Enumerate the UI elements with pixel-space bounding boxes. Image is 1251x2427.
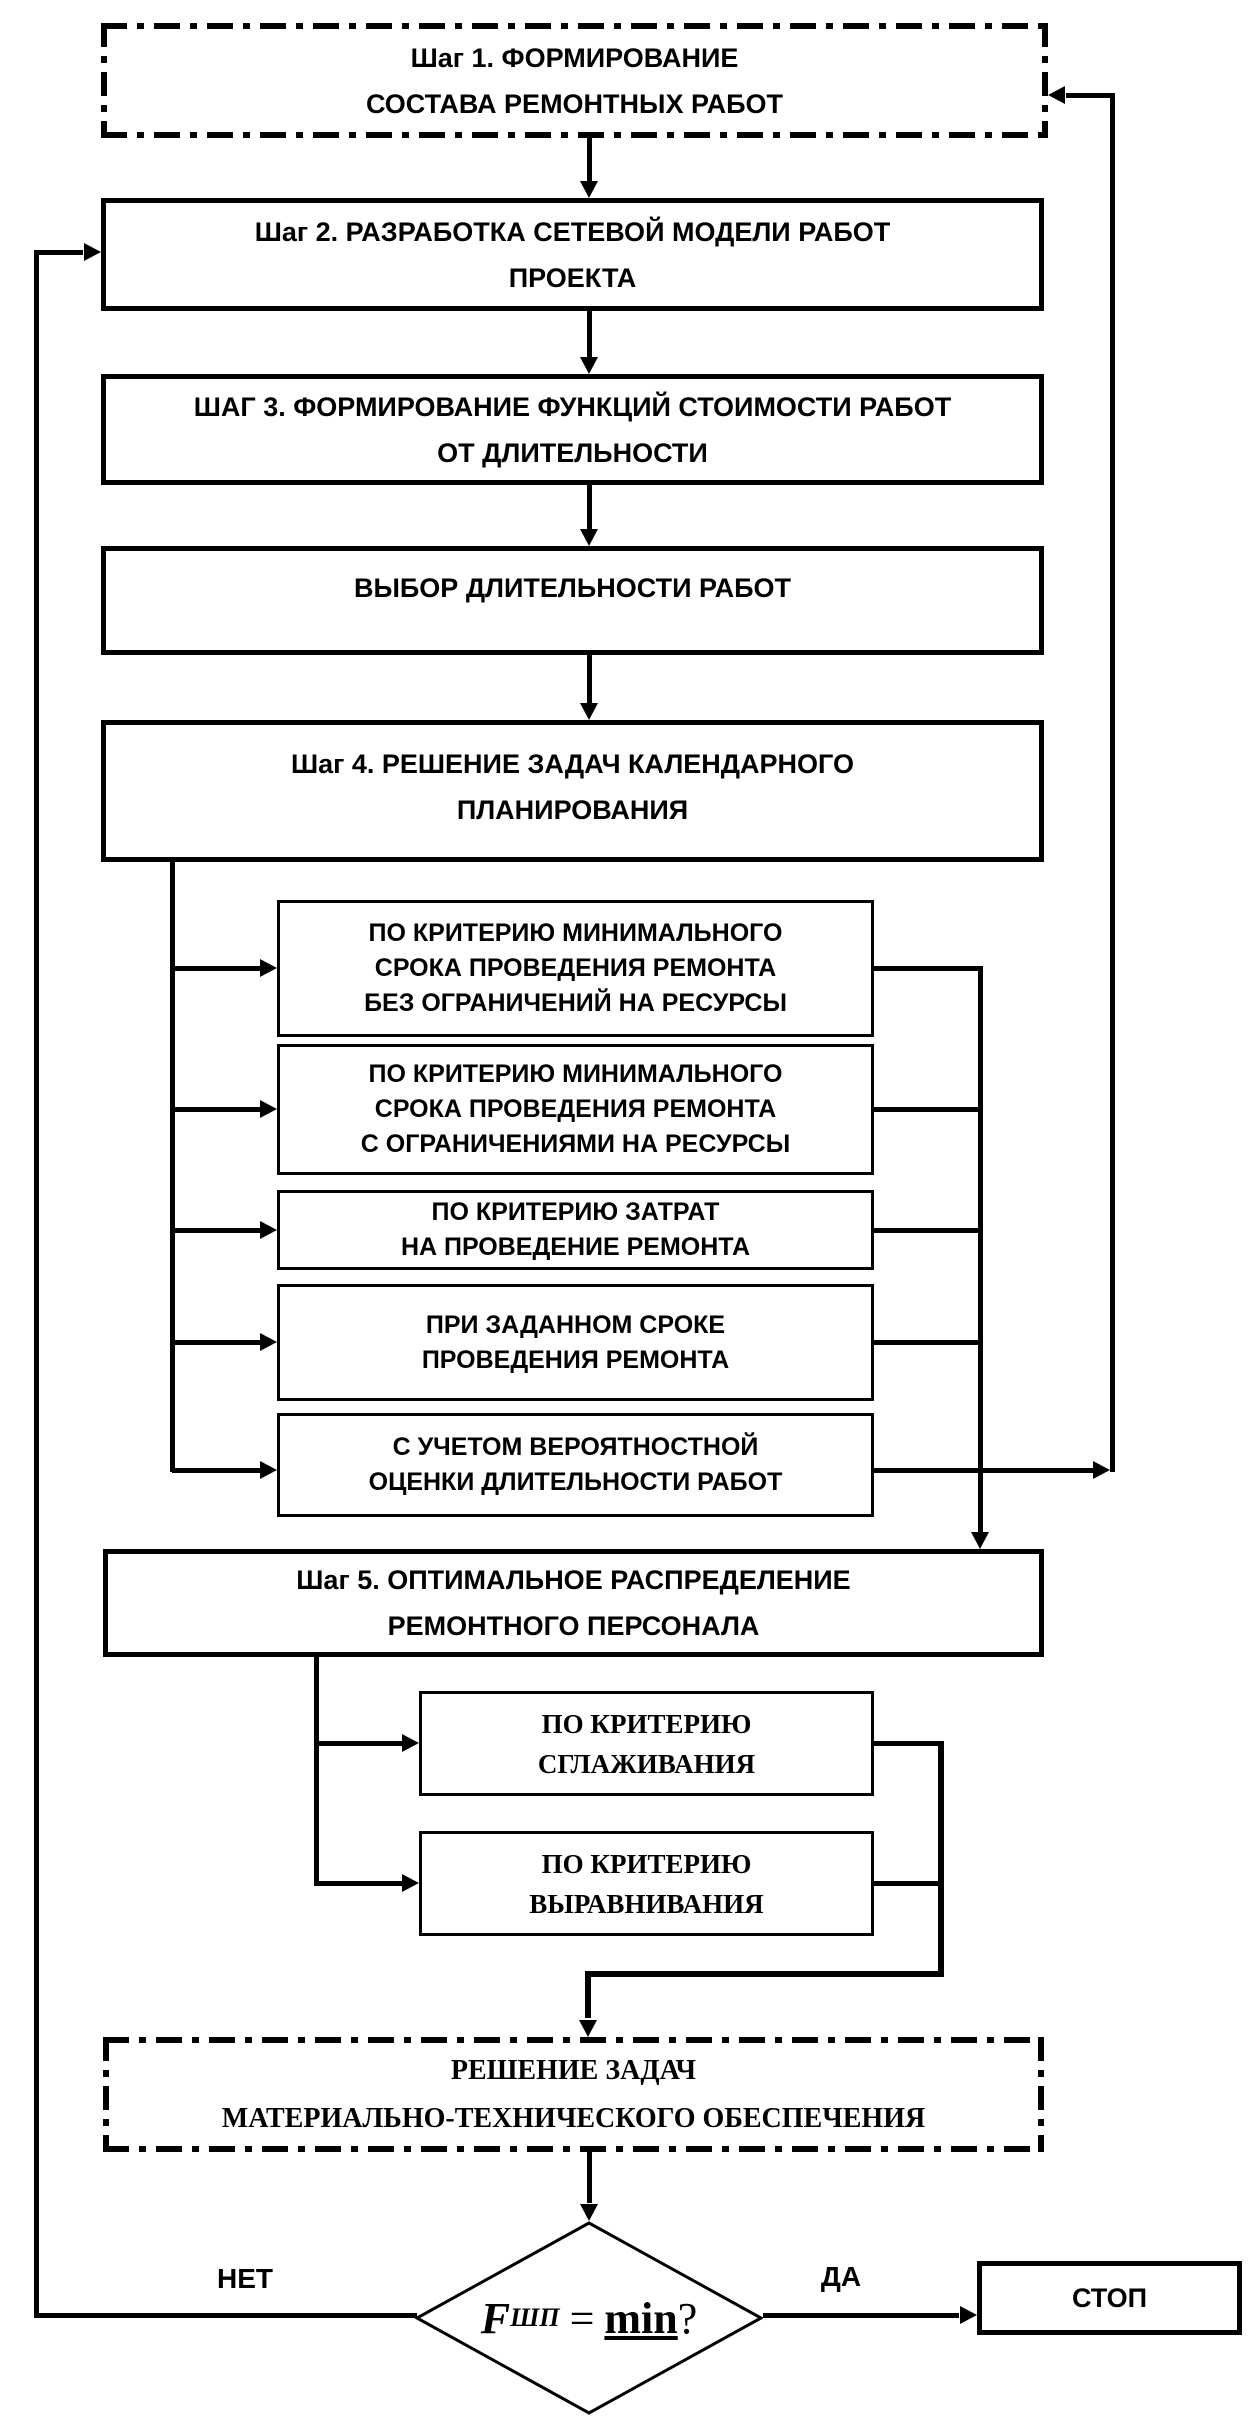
criterion-line: НА ПРОВЕДЕНИЕ РЕМОНТА <box>400 1233 751 1261</box>
criterion-line: БЕЗ ОГРАНИЧЕНИЙ НА РЕСУРСЫ <box>364 989 787 1017</box>
arrowhead-step2 <box>580 181 598 198</box>
step4-line1: Шаг 4. РЕШЕНИЕ ЗАДАЧ КАЛЕНДАРНОГО <box>290 749 854 779</box>
label-yes: ДА <box>820 2261 862 2292</box>
flow-line-step1-step2 <box>587 138 592 183</box>
arrowhead-step1 <box>1048 86 1065 104</box>
logistics-line1: РЕШЕНИЕ ЗАДАЧ <box>450 2054 697 2086</box>
step1-box <box>101 23 1048 138</box>
stop-box <box>977 2261 1242 2335</box>
criterion5-feedback-line <box>874 1468 1093 1473</box>
feeder-arrow-line-4 <box>172 1340 262 1345</box>
step1-line1: Шаг 1. ФОРМИРОВАНИЕ <box>410 42 739 73</box>
step1-text <box>101 23 1048 138</box>
arrowhead-logistics <box>579 2020 597 2037</box>
feeder-arrow-line-leveling <box>316 1881 402 1886</box>
criterion-line: ПО КРИТЕРИЮ <box>541 1708 752 1739</box>
flow-line-choice-step4 <box>587 655 592 705</box>
collect-stub-1 <box>874 966 981 971</box>
criterion-line: ПО КРИТЕРИЮ МИНИМАЛЬНОГО <box>368 1060 783 1088</box>
arrowhead-leveling <box>402 1874 419 1892</box>
formula-min: min <box>604 2293 678 2343</box>
step2-line1: Шаг 2. РАЗРАБОТКА СЕТЕВОЙ МОДЕЛИ РАБОТ <box>254 216 891 247</box>
arrowhead-step2-entry <box>84 243 101 261</box>
criterion-fixed-term-box <box>277 1284 874 1401</box>
feeder-line-step4 <box>170 862 175 1472</box>
criterion-smoothing-box <box>419 1691 874 1796</box>
yes-branch-horizontal <box>763 2313 959 2318</box>
formula-question: ? <box>677 2293 698 2343</box>
criterion-line: ПО КРИТЕРИЮ ЗАТРАТ <box>431 1198 720 1226</box>
personnel-collect-horizontal <box>585 1971 944 1977</box>
personnel-stub-1 <box>874 1741 943 1746</box>
criterion-probabilistic-box <box>277 1413 874 1517</box>
left-feedback-vertical <box>34 250 39 2318</box>
criterion-line: СГЛАЖИВАНИЯ <box>537 1748 756 1779</box>
right-feedback-vertical <box>1110 93 1115 1472</box>
step3-line1: ШАГ 3. ФОРМИРОВАНИЕ ФУНКЦИЙ СТОИМОСТИ РАБОТ <box>193 391 952 422</box>
criterion-leveling-box <box>419 1831 874 1936</box>
arrowhead-criterion-3 <box>260 1221 277 1239</box>
step3-line2: ОТ ДЛИТЕЛЬНОСТИ <box>437 437 708 468</box>
no-branch-horizontal <box>36 2313 417 2318</box>
personnel-stub-2 <box>874 1881 943 1886</box>
arrowhead-criterion-5 <box>260 1461 277 1479</box>
feeder-arrow-line-1 <box>172 966 262 971</box>
criterion-line: СРОКА ПРОВЕДЕНИЯ РЕМОНТА <box>374 1095 777 1123</box>
label-no: НЕТ <box>217 2263 273 2294</box>
right-feedback-top-horizontal <box>1066 93 1115 98</box>
stop-label: СТОП <box>1071 2283 1148 2313</box>
step5-box <box>103 1549 1044 1657</box>
flow-line-step3-choice <box>587 485 592 531</box>
arrowhead-decision <box>580 2204 598 2221</box>
formula-relation: = <box>569 2293 595 2343</box>
flow-line-logistics-decision <box>587 2152 592 2203</box>
arrowhead-criterion-4 <box>260 1333 277 1351</box>
arrowhead-stop <box>960 2306 977 2324</box>
step4-box <box>101 720 1044 862</box>
criterion-min-time-no-limits-box <box>277 900 874 1037</box>
step2-box <box>101 198 1044 311</box>
decision-diamond <box>415 2221 763 2415</box>
arrowhead-step5 <box>971 1532 989 1549</box>
arrowhead-smoothing <box>402 1734 419 1752</box>
collect-stub-3 <box>874 1228 981 1233</box>
step4-line2: ПЛАНИРОВАНИЯ <box>456 795 689 825</box>
duration-choice-box <box>101 546 1044 655</box>
flow-line-step2-step3 <box>587 311 592 359</box>
feeder-arrow-line-smoothing <box>316 1741 402 1746</box>
arrowhead-step3 <box>580 357 598 374</box>
arrowhead-criterion-2 <box>260 1100 277 1118</box>
feeder-line-step5 <box>314 1657 319 1886</box>
collect-stub-4 <box>874 1340 981 1345</box>
logistics-line2: МАТЕРИАЛЬНО-ТЕХНИЧЕСКОГО ОБЕСПЕЧЕНИЯ <box>221 2102 926 2134</box>
criterion-line: ПРИ ЗАДАННОМ СРОКЕ <box>425 1310 726 1339</box>
criterion-min-time-with-limits-box <box>277 1044 874 1175</box>
criterion-line: С УЧЕТОМ ВЕРОЯТНОСТНОЙ <box>392 1433 759 1461</box>
criterion-cost-box <box>277 1190 874 1270</box>
logistics-box <box>103 2037 1044 2152</box>
decision-formula: F ШП = min ? <box>480 2293 698 2343</box>
duration-choice-line1: ВЫБОР ДЛИТЕЛЬНОСТИ РАБОТ <box>353 573 792 603</box>
criterion-line: ОЦЕНКИ ДЛИТЕЛЬНОСТИ РАБОТ <box>368 1468 783 1496</box>
collect-stub-2 <box>874 1107 981 1112</box>
criterion-line: СРОКА ПРОВЕДЕНИЯ РЕМОНТА <box>374 954 777 982</box>
personnel-collect-vertical <box>938 1741 944 1977</box>
arrowhead-criterion-1 <box>260 959 277 977</box>
criterion-line: ПО КРИТЕРИЮ <box>541 1848 752 1879</box>
feeder-arrow-line-3 <box>172 1228 262 1233</box>
arrowhead-step4 <box>580 703 598 720</box>
step1-line2: СОСТАВА РЕМОНТНЫХ РАБОТ <box>365 88 784 119</box>
step5-line2: РЕМОНТНОГО ПЕРСОНАЛА <box>387 1611 760 1641</box>
arrowhead-right-feedback <box>1093 1461 1110 1479</box>
criterion-line: ПО КРИТЕРИЮ МИНИМАЛЬНОГО <box>368 919 783 947</box>
criterion-line: ПРОВЕДЕНИЯ РЕМОНТА <box>421 1345 730 1374</box>
criterion-line: С ОГРАНИЧЕНИЯМИ НА РЕСУРСЫ <box>360 1130 791 1158</box>
formula-variable: F <box>480 2293 511 2343</box>
step5-line1: Шаг 5. ОПТИМАЛЬНОЕ РАСПРЕДЕЛЕНИЕ <box>296 1565 851 1595</box>
left-feedback-top-horizontal <box>36 250 83 255</box>
step2-line2: ПРОЕКТА <box>508 262 637 293</box>
collect-line-vertical <box>978 966 983 1533</box>
feeder-arrow-line-5 <box>172 1468 262 1473</box>
feeder-arrow-line-2 <box>172 1107 262 1112</box>
personnel-collect-down <box>585 1971 591 2018</box>
step3-box <box>101 374 1044 485</box>
arrowhead-choice <box>580 529 598 546</box>
criterion-line: ВЫРАВНИВАНИЯ <box>529 1888 764 1919</box>
logistics-text <box>103 2037 1044 2152</box>
